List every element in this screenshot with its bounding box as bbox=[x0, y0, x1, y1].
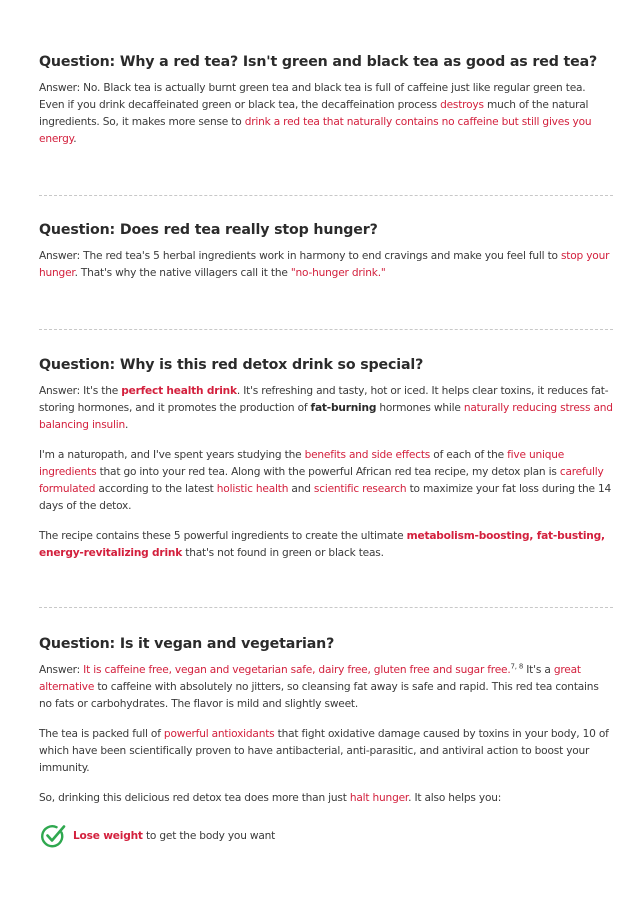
answer-text: much of the natural ingredients. So, it makes more sense to bbox=[39, 99, 589, 128]
link-holistic-health[interactable]: holistic health bbox=[216, 483, 289, 495]
faq-section-special bbox=[39, 357, 613, 562]
answer-paragraph bbox=[39, 662, 613, 713]
body-text: I'm a naturopath, and I've spent years studying the bbox=[39, 449, 305, 461]
bold-fat-burning: fat-burning bbox=[310, 402, 377, 414]
body-paragraph bbox=[39, 726, 613, 777]
body-text: The recipe contains these 5 powerful ingredients to create the ultimate bbox=[39, 530, 407, 542]
link-red-tea-energy[interactable]: drink a red tea that naturally contains no caffeine but still gives you energy bbox=[39, 116, 592, 145]
link-perfect-health-drink[interactable]: perfect health drink bbox=[121, 385, 237, 397]
body-text: according to the latest bbox=[95, 483, 217, 495]
body-paragraph bbox=[39, 447, 613, 515]
faq-section-hunger bbox=[39, 222, 613, 282]
question-heading: Question: Why a red tea? Isn't green and black tea as good as red tea? bbox=[39, 54, 598, 70]
body-text: that go into your red tea. Along with the powerful African red tea recipe, my detox plan is bbox=[96, 466, 560, 478]
body-paragraph bbox=[39, 528, 613, 562]
answer-text: . That's why the native villagers call it the bbox=[74, 267, 291, 279]
check-icon bbox=[39, 822, 67, 850]
section-divider bbox=[39, 329, 613, 330]
answer-text: Answer: No. Black tea is actually burnt green tea and black tea is full of caffeine just like regular green tea. Even if you drink decaffeinated green or black tea, the decaffeination process bbox=[39, 82, 586, 111]
body-text: that fight oxidative damage caused by toxins in your body, 10 of which have been scientifically proven to have antibacterial, anti-parasitic, and antiviral action to boost your immunity. bbox=[39, 728, 609, 774]
body-text: of each of the bbox=[430, 449, 508, 461]
section-divider bbox=[39, 195, 613, 196]
faq-section-vegan bbox=[39, 636, 613, 807]
link-destroys[interactable]: destroys bbox=[440, 99, 484, 111]
body-text: . It also helps you: bbox=[408, 792, 502, 804]
body-paragraph bbox=[39, 790, 613, 807]
link-five-unique-ingredients[interactable]: five unique ingredients bbox=[39, 449, 565, 478]
answer-text: Answer: The red tea's 5 herbal ingredients work in harmony to end cravings and make you feel full to bbox=[39, 250, 561, 262]
link-lose-weight[interactable]: Lose weight bbox=[73, 829, 143, 842]
question-heading: Question: Does red tea really stop hunger? bbox=[39, 222, 378, 238]
answer-text: . bbox=[125, 419, 129, 431]
body-text: and bbox=[288, 483, 314, 495]
answer-paragraph bbox=[39, 80, 613, 148]
link-great-alternative[interactable]: great alternative bbox=[39, 664, 581, 693]
answer-text: Answer: It's the bbox=[39, 385, 122, 397]
answer-text: . It's refreshing and tasty, hot or iced. It helps clear toxins, it reduces fat-storing hormones, and it promotes the production of bbox=[39, 385, 609, 414]
link-benefits-side-effects[interactable]: benefits and side effects bbox=[304, 449, 431, 461]
citation-superscript: 7, 8 bbox=[510, 662, 524, 671]
link-caffeine-free[interactable]: It is caffeine free, vegan and vegetarian safe, dairy free, gluten free and sugar free. bbox=[83, 664, 511, 676]
benefit-description: to get the body you want bbox=[142, 829, 276, 842]
benefit-list-item bbox=[39, 822, 275, 850]
answer-text: Answer: bbox=[39, 664, 84, 676]
link-carefully-formulated[interactable]: carefully formulated bbox=[39, 466, 604, 495]
question-heading: Question: Why is this red detox drink so special? bbox=[39, 357, 424, 373]
answer-paragraph bbox=[39, 383, 613, 434]
benefit-text bbox=[73, 828, 275, 845]
link-reducing-stress[interactable]: naturally reducing stress and balancing insulin bbox=[39, 402, 613, 431]
answer-text: hormones while bbox=[376, 402, 464, 414]
section-divider bbox=[39, 607, 613, 608]
answer-text: . bbox=[73, 133, 77, 145]
body-text: that's not found in green or black teas. bbox=[182, 547, 384, 559]
body-text: So, drinking this delicious red detox tea does more than just bbox=[39, 792, 350, 804]
link-metabolism-boosting[interactable]: metabolism-boosting, fat-busting, energy-revitalizing drink bbox=[39, 530, 605, 559]
answer-paragraph bbox=[39, 248, 613, 282]
link-no-hunger-drink[interactable]: "no-hunger drink." bbox=[290, 267, 386, 279]
answer-text: to caffeine with absolutely no jitters, so cleansing fat away is safe and rapid. This red tea contains no fats or carbohydrates. The flavor is mild and slightly sweet. bbox=[39, 681, 599, 710]
link-scientific-research[interactable]: scientific research bbox=[313, 483, 407, 495]
question-heading: Question: Is it vegan and vegetarian? bbox=[39, 636, 335, 652]
body-text: to maximize your fat loss during the 14 days of the detox. bbox=[39, 483, 612, 512]
faq-section-red-tea bbox=[39, 54, 613, 148]
link-powerful-antioxidants[interactable]: powerful antioxidants bbox=[163, 728, 275, 740]
answer-text: It's a bbox=[523, 664, 554, 676]
link-halt-hunger[interactable]: halt hunger bbox=[349, 792, 409, 804]
link-stop-hunger[interactable]: stop your hunger bbox=[39, 250, 610, 279]
body-text: The tea is packed full of bbox=[39, 728, 164, 740]
